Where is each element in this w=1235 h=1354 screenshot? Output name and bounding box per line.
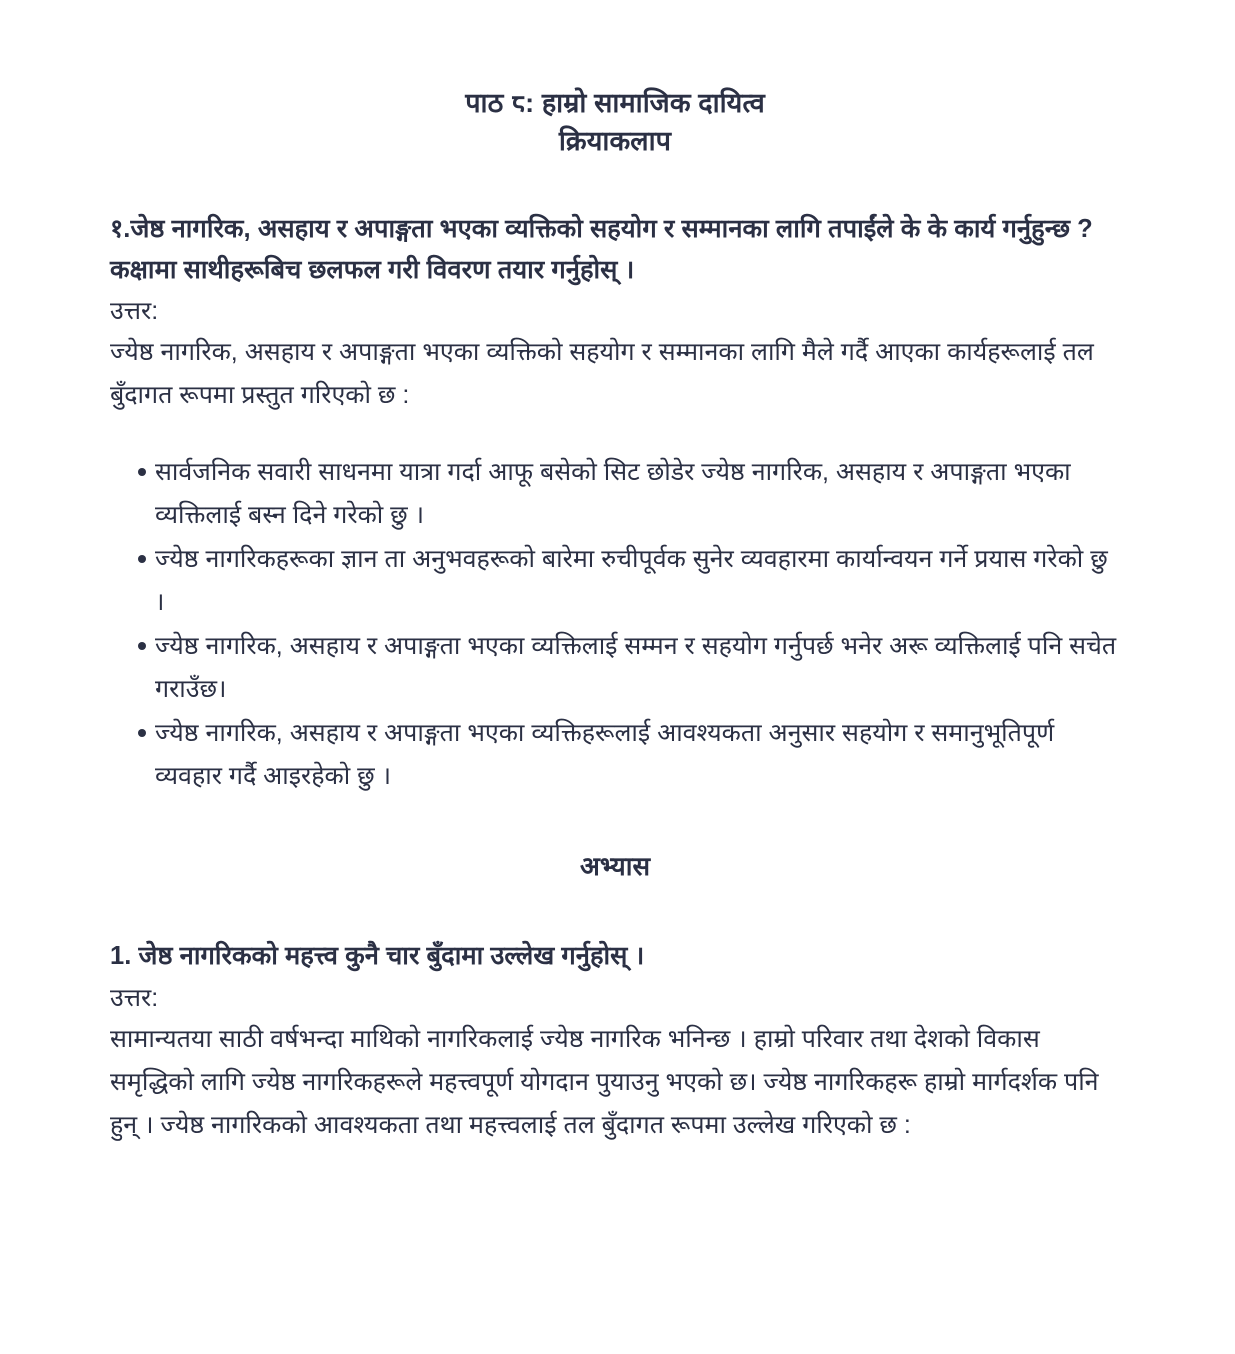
exercise-question: 1. जेेष्ठ नागरिकको महत्त्व कुनै चार बुँदामा उल्लेख गर्नुहोस् । [110,942,645,971]
page-title-line-1: पाठ ८: हाम्रो सामाजिक दायित्व [465,88,765,118]
list-item: सार्वजनिक सवारी साधनमा यात्रा गर्दा आफू बसेको सिट छोडेर ज्येष्ठ नागरिक, असहाय र अपाङ्गता भएका व्यक्तिलाई बस्न दिने गरेको छु । [110,451,1120,536]
spacer [110,799,1120,847]
activity-bullet-list [110,451,1120,797]
page-title-line-2: क्रियाकलाप [558,126,672,157]
spacer [110,886,1120,936]
activity-answer-label: उत्तर: [110,297,159,326]
exercise-answer-label: उत्तर: [110,983,159,1012]
list-item: ज्येष्ठ नागरिकहरूका ज्ञान ता अनुभवहरूको बारेमा रुचीपूर्वक सुनेर व्यवहारमा कार्यान्वयन गर्ने प्रयास गरेको छु । [110,538,1120,623]
list-item: ज्येष्ठ नागरिक, असहाय र अपाङ्गता भएका व्यक्तिहरूलाई आवश्यकता अनुसार सहयोग र समानुभूतिपूर्ण व्यवहार गर्दै आइरहेको छु । [110,712,1120,797]
activity-answer-intro: ज्येष्ठ नागरिक, असहाय र अपाङ्गता भएका व्यक्तिको सहयोग र सम्मानका लागि मैले गर्दै आएका कार्यहरूलाई तल बुँदागत रूपमा प्रस्तुत गरिएको छ : [110,338,1094,410]
page-title [110,0,1120,161]
document-content [110,0,1120,1147]
spacer [110,417,1120,451]
spacer [110,161,1120,209]
exercise-section-heading: अभ्यास [579,851,651,882]
list-item: ज्येष्ठ नागरिक, असहाय र अपाङ्गता भएका व्यक्तिलाई सम्मन र सहयोग गर्नुपर्छ भनेर अरू व्यक्तिलाई पनि सचेत गराउँछ। [110,625,1120,710]
activity-question: १.जेष्ठ नागरिक, असहाय र अपाङ्गता भएका व्यक्तिको सहयोग र सम्मानका लागि तपाईंले के के कार्य गर्नुहुन्छ ? कक्षामा साथीहरूबिच छलफल गरी विवरण तयार गर्नुहोस् । [110,214,1093,284]
exercise-answer-text: सामान्यतया साठी वर्षभन्दा माथिको नागरिकलाई ज्येष्ठ नागरिक भनिन्छ । हाम्रो परिवार तथा देशको विकास समृद्धिको लागि ज्येष्ठ नागरिकहरूले महत्त्वपूर्ण योगदान पुयाउनु भएको छ। ज्येष्ठ नागरिकहरू हाम्रो मार्गदर्शक पनि हुन् । ज्येष्ठ नागरिकको आवश्यकता तथा महत्त्वलाई तल बुँदागत रूपमा उल्लेख गरिएको छ : [110,1024,1099,1139]
